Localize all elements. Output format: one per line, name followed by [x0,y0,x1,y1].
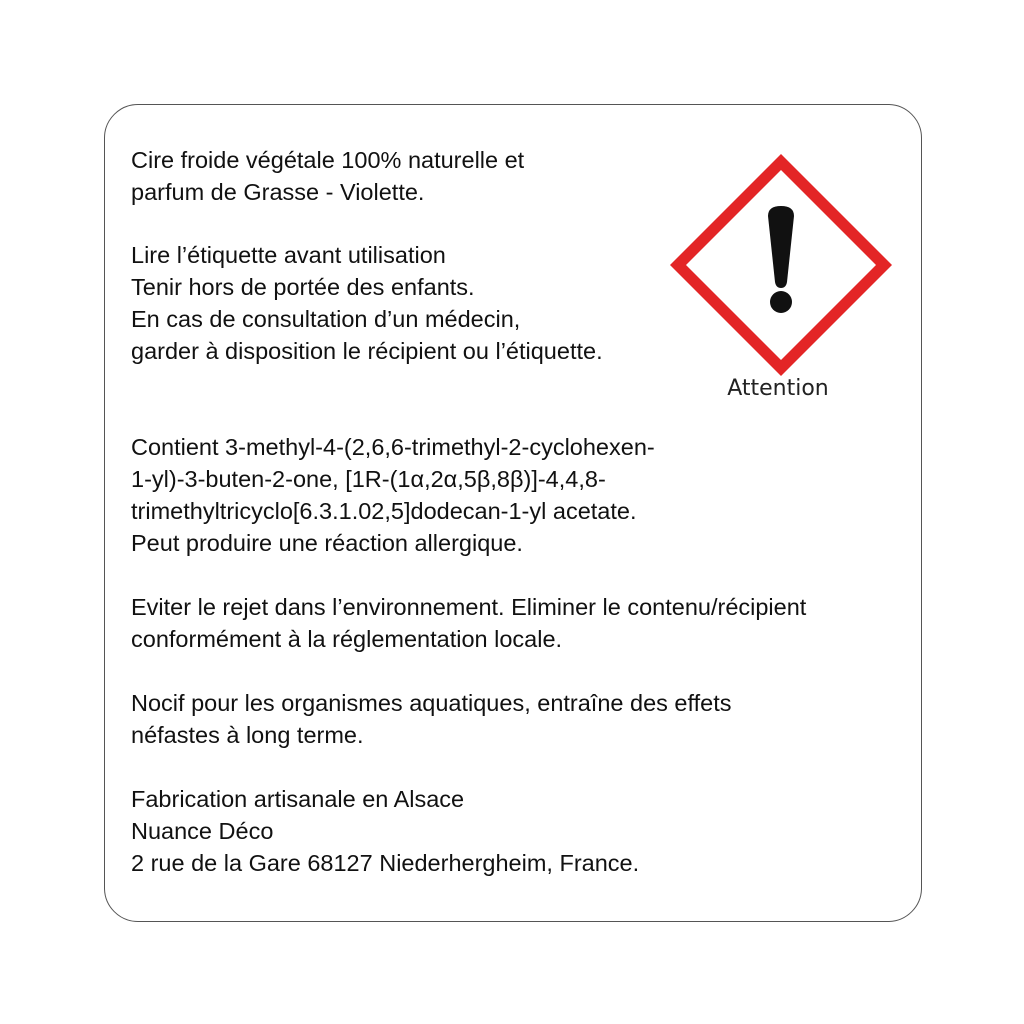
manufacturer-line: 2 rue de la Gare 68127 Niederhergheim, France. [131,850,640,876]
manufacturer-line: Fabrication artisanale en Alsace [131,786,465,812]
environment-statement [131,687,731,751]
composition-line: trimethyltricyclo[6.3.1.02,5]dodecan-1-yl acetate. [131,498,637,524]
signal-word: Attention [727,376,829,401]
product-line: parfum de Grasse - Violette. [131,179,425,205]
composition-line: Peut produire une réaction allergique. [131,530,523,556]
composition-line: 1-yl)-3-buten-2-one, [1R-(1α,2α,5β,8β)]-4,4,8- [131,466,606,492]
precaution-line: En cas de consultation d’un médecin, [131,306,521,332]
disposal-line: conformément à la réglementation locale. [131,626,563,652]
manufacturer-line: Nuance Déco [131,818,274,844]
precaution-statements [131,239,603,367]
composition-statement [131,431,655,559]
precaution-line: Tenir hors de portée des enfants. [131,274,475,300]
composition-line: Contient 3-methyl-4-(2,6,6-trimethyl-2-cyclohexen- [131,434,655,460]
manufacturer-info [131,783,639,879]
exclamation-dot [770,291,792,313]
product-line: Cire froide végétale 100% naturelle et [131,147,525,173]
product-description [131,144,524,208]
disposal-line: Eviter le rejet dans l’environnement. Eliminer le contenu/récipient [131,594,807,620]
disposal-statement [131,591,806,655]
environment-line: Nocif pour les organismes aquatiques, entraîne des effets [131,690,732,716]
precaution-line: Lire l’étiquette avant utilisation [131,242,446,268]
precaution-line: garder à disposition le récipient ou l’étiquette. [131,338,603,364]
environment-line: néfastes à long terme. [131,722,364,748]
exclamation-mark-icon [666,150,896,380]
